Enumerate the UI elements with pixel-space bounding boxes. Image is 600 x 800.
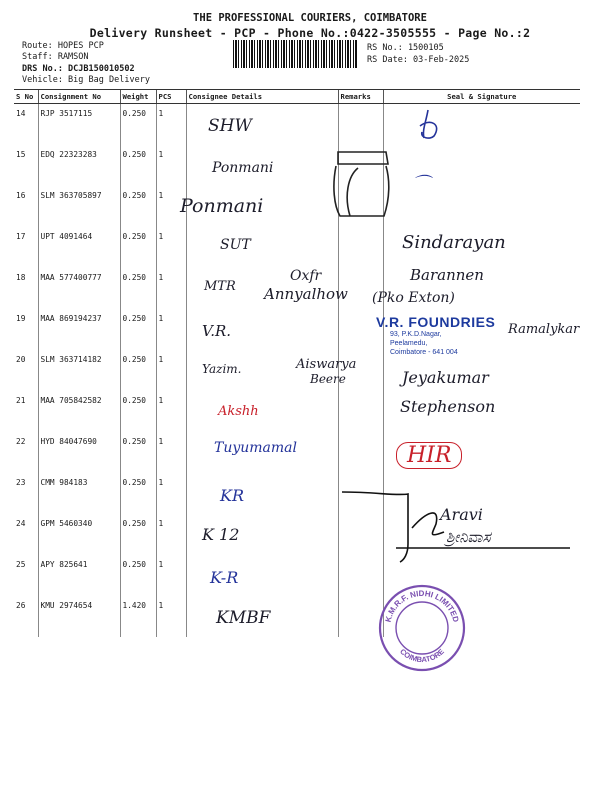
handwritten-signature: Sindarayan <box>402 232 506 253</box>
handwritten-consignee: V.R. <box>202 322 232 340</box>
cell-weight: 0.250 <box>120 391 156 432</box>
handwritten-consignee: SUT <box>220 237 251 253</box>
company-seal-stamp <box>376 582 468 674</box>
cell-sno: 14 <box>16 109 26 118</box>
cell-consignment: KMU 2974654 <box>38 596 120 637</box>
cell-weight: 0.250 <box>120 555 156 596</box>
cell-weight: 0.250 <box>120 227 156 268</box>
cell-sno: 17 <box>16 232 26 241</box>
col-header-pcs: PCS <box>156 90 186 104</box>
col-header-weight: Weight <box>120 90 156 104</box>
cell-pcs: 1 <box>156 514 186 555</box>
cell-sno: 20 <box>16 355 26 364</box>
cell-weight: 0.250 <box>120 432 156 473</box>
cell-consignment: SLM 363714182 <box>38 350 120 391</box>
cell-consignment: CMM 984183 <box>38 473 120 514</box>
route-label: Route: HOPES PCP <box>22 41 104 51</box>
handwritten-remark: HIR <box>396 442 462 469</box>
handwritten-signature: Stephenson <box>400 397 496 416</box>
cell-pcs: 1 <box>156 104 186 146</box>
cell-weight: 0.250 <box>120 186 156 227</box>
cell-sno: 26 <box>16 601 26 610</box>
seal-city: COIMBATORE <box>398 646 446 665</box>
svg-text:COIMBATORE <box>398 647 446 664</box>
handwritten-consignee: Beere <box>310 372 346 386</box>
handwritten-consignee: KMBF <box>216 608 271 628</box>
barcode <box>233 40 358 68</box>
handwritten-consignee: SHW <box>208 116 252 136</box>
cell-weight: 1.420 <box>120 596 156 637</box>
drs-number: DRS No.: DCJB150010502 <box>22 64 135 74</box>
company-stamp-vr-foundries <box>376 314 495 357</box>
table-row <box>14 596 580 637</box>
cell-sno: 23 <box>16 478 26 487</box>
cell-sno: 19 <box>16 314 26 323</box>
signature-scribble <box>330 146 396 222</box>
handwritten-signature: Jeyakumar <box>402 368 489 387</box>
col-header-consignee: Consignee Details <box>186 90 338 104</box>
handwritten-signature: ⌒ <box>412 174 430 195</box>
handwritten-consignee: Tuyumamal <box>214 440 298 456</box>
handwritten-signature: ಶ್ರೀನಿವಾಸ <box>446 528 491 546</box>
cell-sno: 16 <box>16 191 26 200</box>
cell-sno: 15 <box>16 150 26 159</box>
table-row <box>14 104 580 146</box>
handwritten-signature: Barannen <box>410 266 484 284</box>
cell-pcs: 1 <box>156 555 186 596</box>
cell-consignment: EDQ 22323283 <box>38 145 120 186</box>
col-header-remarks: Remarks <box>338 90 383 104</box>
cell-pcs: 1 <box>156 227 186 268</box>
table-row <box>14 145 580 186</box>
stamp-address: 93, P.K.D.Nagar, <box>390 331 442 338</box>
cell-sno: 24 <box>16 519 26 528</box>
cell-consignment: HYD 84047690 <box>38 432 120 473</box>
cell-pcs: 1 <box>156 350 186 391</box>
stamp-address: Peelamedu, <box>390 340 428 347</box>
cell-sno: 18 <box>16 273 26 282</box>
col-header-signature: Seal & Signature <box>383 90 580 104</box>
cell-consignment: MAA 705842582 <box>38 391 120 432</box>
cell-weight: 0.250 <box>120 309 156 350</box>
handwritten-consignee: Ponmani <box>212 160 274 176</box>
handwritten-signature: (Pko Exton) <box>372 290 455 306</box>
col-header-consignment: Consignment No <box>38 90 120 104</box>
cell-pcs: 1 <box>156 309 186 350</box>
cell-sno: 21 <box>16 396 26 405</box>
staff-label: Staff: RAMSON <box>22 52 89 62</box>
handwritten-signature: Aravi <box>440 505 483 524</box>
company-title: THE PROFESSIONAL COURIERS, COIMBATORE <box>193 12 427 24</box>
handwritten-consignee: Aiswarya <box>296 357 357 372</box>
cell-consignment: SLM 363705897 <box>38 186 120 227</box>
cell-pcs: 1 <box>156 473 186 514</box>
table-row <box>14 186 580 227</box>
vehicle-label: Vehicle: Big Bag Delivery <box>22 75 150 85</box>
cell-weight: 0.250 <box>120 268 156 309</box>
handwritten-consignee: K-R <box>210 568 239 587</box>
cell-consignment: UPT 4091464 <box>38 227 120 268</box>
handwritten-signature: Ramalykar <box>508 322 580 337</box>
cell-consignment: MAA 869194237 <box>38 309 120 350</box>
rs-date: RS Date: 03-Feb-2025 <box>367 55 470 65</box>
cell-weight: 0.250 <box>120 145 156 186</box>
cell-pcs: 1 <box>156 391 186 432</box>
cell-consignment: APY 825641 <box>38 555 120 596</box>
signature-scribble <box>412 104 452 144</box>
cell-pcs: 1 <box>156 186 186 227</box>
cell-weight: 0.250 <box>120 473 156 514</box>
svg-text:K.M.R.F. NIDHI LIMITED <box>384 589 461 623</box>
handwritten-consignee: Annyalhow <box>264 285 348 303</box>
stamp-address: Coimbatore - 641 004 <box>390 349 458 356</box>
handwritten-consignee: MTR <box>204 279 236 294</box>
cell-pcs: 1 <box>156 432 186 473</box>
cell-consignment: RJP 3517115 <box>38 104 120 146</box>
rs-number: RS No.: 1500105 <box>367 43 444 53</box>
cell-weight: 0.250 <box>120 350 156 391</box>
cell-pcs: 1 <box>156 145 186 186</box>
cell-sno: 22 <box>16 437 26 446</box>
table-header-row <box>14 90 580 104</box>
handwritten-consignee: KR <box>220 486 244 505</box>
cell-pcs: 1 <box>156 268 186 309</box>
cell-pcs: 1 <box>156 596 186 637</box>
col-header-sno: S No <box>14 90 38 104</box>
runsheet-subtitle: Delivery Runsheet - PCP - Phone No.:0422-3505555 - Page No.:2 <box>89 26 531 40</box>
handwritten-consignee: Oxfr <box>290 268 322 284</box>
cell-weight: 0.250 <box>120 514 156 555</box>
cell-weight: 0.250 <box>120 104 156 146</box>
seal-text: K.M.R.F. NIDHI LIMITED <box>383 588 461 624</box>
cell-consignment: MAA 577400777 <box>38 268 120 309</box>
cell-consignment: GPM 5460340 <box>38 514 120 555</box>
stamp-name: V.R. FOUNDRIES <box>376 314 496 330</box>
handwritten-consignee: K 12 <box>202 525 240 544</box>
handwritten-consignee: Yazim. <box>202 362 242 376</box>
handwritten-consignee: Akshh <box>218 404 259 419</box>
handwritten-consignee: Ponmani <box>180 195 264 217</box>
cell-sno: 25 <box>16 560 26 569</box>
